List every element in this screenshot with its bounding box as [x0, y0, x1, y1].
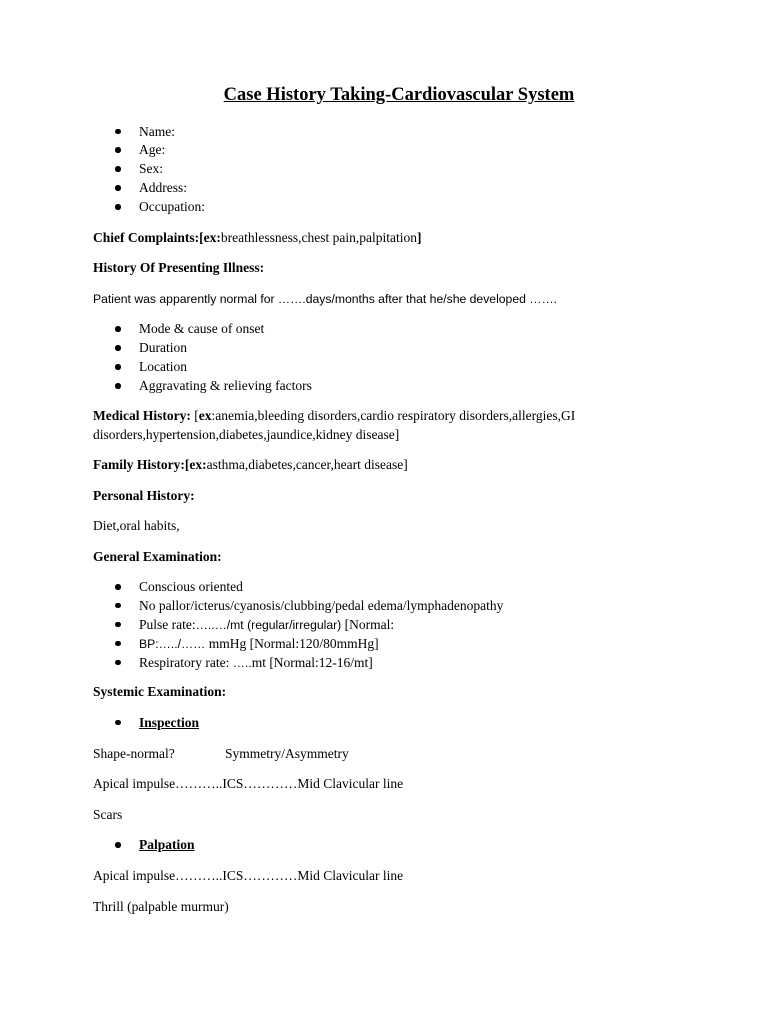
list-item: Respiratory rate: …..mt [Normal:12-16/mt] — [114, 654, 693, 673]
document-page — [93, 86, 693, 916]
palpation-list — [93, 836, 693, 855]
general-exam-heading: General Examination: — [93, 548, 222, 564]
field-name: Name: — [114, 123, 693, 142]
patient-fields-list — [93, 123, 693, 217]
field-age: Age: — [114, 141, 693, 160]
general-exam-list — [93, 578, 693, 672]
palpation-thrill: Thrill (palpable murmur) — [93, 898, 229, 914]
personal-history-heading: Personal History: — [93, 487, 195, 503]
list-item: BP:…../…… mmHg [Normal:120/80mmHg] — [114, 635, 693, 654]
inspection-heading: Inspection — [114, 714, 693, 733]
list-item: Duration — [114, 339, 693, 358]
page-title: Case History Taking-Cardiovascular System — [223, 85, 575, 105]
field-occupation: Occupation: — [114, 198, 693, 217]
list-item: Aggravating & relieving factors — [114, 377, 693, 396]
list-item: Mode & cause of onset — [114, 320, 693, 339]
medical-history: Medical History: [ex:anemia,bleeding disorders,cardio respiratory disorders,allergies,GI disorders,hypertension,diabetes,jaundice,kidney disease] — [93, 408, 576, 442]
inspection-list — [93, 714, 693, 733]
inspection-apical-impulse: Apical impulse………..ICS…………Mid Clavicular line — [93, 776, 404, 792]
list-item: Pulse rate:…..…/mt (regular/irregular) [Normal: — [114, 616, 693, 635]
personal-history-text: Diet,oral habits, — [93, 518, 180, 534]
systemic-exam-heading: Systemic Examination: — [93, 684, 227, 700]
palpation-apical-impulse: Apical impulse………..ICS…………Mid Clavicular line — [93, 868, 404, 884]
field-address: Address: — [114, 179, 693, 198]
hopi-heading: History Of Presenting Illness: — [93, 260, 265, 276]
chief-complaints: Chief Complaints:[ex:breathlessness,chest pain,palpitation] — [93, 229, 422, 245]
inspection-shape-row: Shape-normal? Symmetry/Asymmetry — [93, 745, 349, 761]
family-history: Family History:[ex:asthma,diabetes,cancer,heart disease] — [93, 457, 408, 473]
hopi-sentence: Patient was apparently normal for …….days/months after that he/she developed ……. — [93, 291, 558, 306]
inspection-scars: Scars — [93, 806, 123, 822]
list-item: Location — [114, 358, 693, 377]
list-item: Conscious oriented — [114, 578, 693, 597]
field-sex: Sex: — [114, 160, 693, 179]
list-item: No pallor/icterus/cyanosis/clubbing/pedal edema/lymphadenopathy — [114, 597, 693, 616]
hopi-list — [93, 320, 693, 396]
palpation-heading: Palpation — [114, 836, 693, 855]
